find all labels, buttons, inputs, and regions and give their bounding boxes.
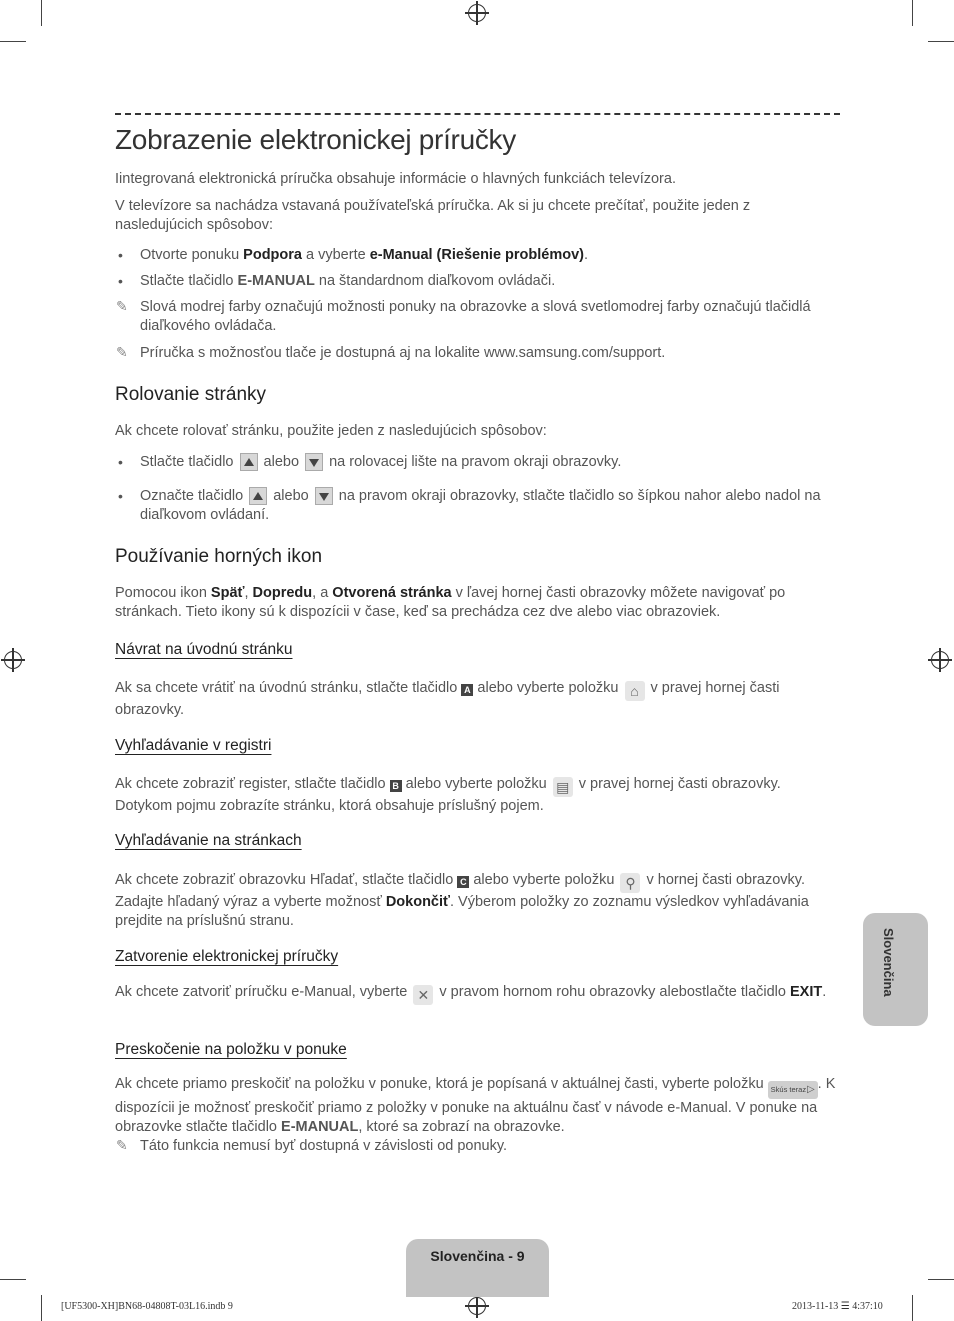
subsection-heading: Vyhľadávanie v registri	[115, 737, 272, 754]
scroll-up-icon	[240, 453, 258, 471]
note-text: Táto funkcia nemusí byť dostupná v závislosti od ponuky.	[140, 1138, 508, 1154]
crop-mark	[912, 1295, 913, 1321]
subsection-heading: Vyhľadávanie na stránkach	[115, 832, 302, 849]
crop-mark	[0, 41, 26, 42]
scroll-up-icon	[249, 487, 267, 505]
language-side-tab	[863, 913, 928, 1026]
subsection-text: Ak chcete zobraziť register, stlačte tlačidlo B alebo vyberte položku ▤ v pravej hornej časti obrazovky. Dotykom pojmu zobrazíte stránku, ktorá obsahuje príslušný pojem.	[115, 776, 781, 814]
intro-text: Iintegrovaná elektronická príručka obsahuje informácie o hlavných funkciách televízora.	[115, 171, 676, 187]
try-now-button: Skús teraz ▷	[768, 1081, 818, 1099]
subsection-text: Ak chcete zobraziť obrazovku Hľadať, stlačte tlačidlo C alebo vyberte položku ⚲ v hornej časti obrazovky. Zadajte hľadaný výraz a vyberte možnosť Dokončiť. Výberom položky zo zoznamu výsledkov vyhľadávania prejdite na príslušnú stranu.	[115, 872, 809, 929]
bullet: •	[118, 488, 123, 504]
language-label: Slovenčina	[881, 928, 896, 997]
note-text: Príručka s možnosťou tlače je dostupná aj na lokalite www.samsung.com/support.	[140, 345, 666, 361]
crop-mark	[928, 1279, 954, 1280]
a-key-icon: A	[461, 684, 473, 696]
close-icon: ✕	[413, 985, 433, 1005]
scroll-down-icon	[315, 487, 333, 505]
section-heading: Používanie horných ikon	[115, 546, 323, 567]
section-text: Ak chcete rolovať stránku, použite jeden z nasledujúcich spôsobov:	[115, 423, 547, 439]
list-item: Stlačte tlačidlo E-MANUAL na štandardnom diaľkovom ovládači.	[140, 273, 556, 289]
section-heading: Rolovanie stránky	[115, 384, 267, 405]
pencil-icon: ✎	[116, 298, 128, 314]
subsection-text: Ak chcete zatvoriť príručku e-Manual, vyberte ✕ v pravom hornom rohu obrazovky alebostlačte tlačidlo EXIT.	[115, 984, 827, 1003]
magnifier-icon: ⚲	[620, 873, 640, 893]
crop-mark	[0, 1279, 26, 1280]
pencil-icon: ✎	[116, 344, 128, 360]
registration-mark-icon	[4, 651, 22, 669]
crop-mark	[41, 0, 42, 26]
registration-mark-icon	[931, 651, 949, 669]
registration-mark-icon	[468, 4, 486, 22]
b-key-icon: B	[390, 780, 402, 792]
note-text: Slová modrej farby označujú možnosti ponuky na obrazovke a slová svetlomodrej farby označujú tlačidlá diaľkového ovládača.	[140, 299, 811, 334]
crop-mark	[928, 41, 954, 42]
list-item: Stlačte tlačidlo alebo na rolovacej lište na pravom okraji obrazovky.	[140, 454, 622, 470]
subsection-heading: Zatvorenie elektronickej príručky	[115, 948, 339, 965]
home-icon: ⌂	[625, 681, 645, 701]
bullet: •	[118, 273, 123, 289]
scroll-down-icon	[305, 453, 323, 471]
list-item: Otvorte ponuku Podpora a vyberte e-Manual (Riešenie problémov).	[140, 247, 589, 263]
list-item: Označte tlačidlo alebo na pravom okraji obrazovky, stlačte tlačidlo so šípkou nahor alebo nadol na diaľkovom ovládaní.	[140, 488, 821, 523]
section-text: Pomocou ikon Späť, Dopredu, a Otvorená stránka v ľavej hornej časti obrazovky môžete navigovať po stránkach. Tieto ikony sú k dispozícii v čase, keď sa prechádza cez dve alebo viac obrazoviek.	[115, 585, 786, 620]
footer-timestamp: 2013-11-13 ☰ 4:37:10	[792, 1301, 883, 1312]
index-icon: ▤	[553, 777, 573, 797]
c-key-icon: C	[457, 876, 469, 888]
intro-text: V televízore sa nachádza vstavaná používateľská príručka. Ak si ju chcete prečítať, použite jeden z nasledujúcich spôsobov:	[115, 198, 751, 233]
registration-mark-icon	[468, 1297, 486, 1315]
crop-mark	[41, 1295, 42, 1321]
subsection-heading: Návrat na úvodnú stránku	[115, 641, 293, 658]
footer-file-info: [UF5300-XH]BN68-04808T-03L16.indb 9	[61, 1301, 233, 1312]
page-number-tab	[406, 1239, 549, 1297]
pencil-icon: ✎	[116, 1137, 128, 1153]
subsection-text: Ak sa chcete vrátiť na úvodnú stránku, stlačte tlačidlo A alebo vyberte položku ⌂ v pravej hornej časti obrazovky.	[115, 680, 780, 718]
title-divider	[115, 113, 840, 115]
bullet: •	[118, 247, 123, 263]
page-title: Zobrazenie elektronickej príručky	[115, 124, 516, 155]
bullet: •	[118, 454, 123, 470]
subsection-text: Ak chcete priamo preskočiť na položku v ponuke, ktorá je popísaná v aktuálnej časti, vyberte položku Skús teraz ▷ . K dispozícii je možnosť preskočiť priamo z položky v ponuke na aktuálnu časť v návode e-Manual. V ponuke na obrazovke stlačte tlačidlo E-MANUAL, ktoré sa zobrazí na obrazovke.	[115, 1075, 840, 1136]
crop-mark	[912, 0, 913, 26]
page-number: Slovenčina - 9	[430, 1248, 525, 1264]
subsection-heading: Preskočenie na položku v ponuke	[115, 1041, 347, 1058]
